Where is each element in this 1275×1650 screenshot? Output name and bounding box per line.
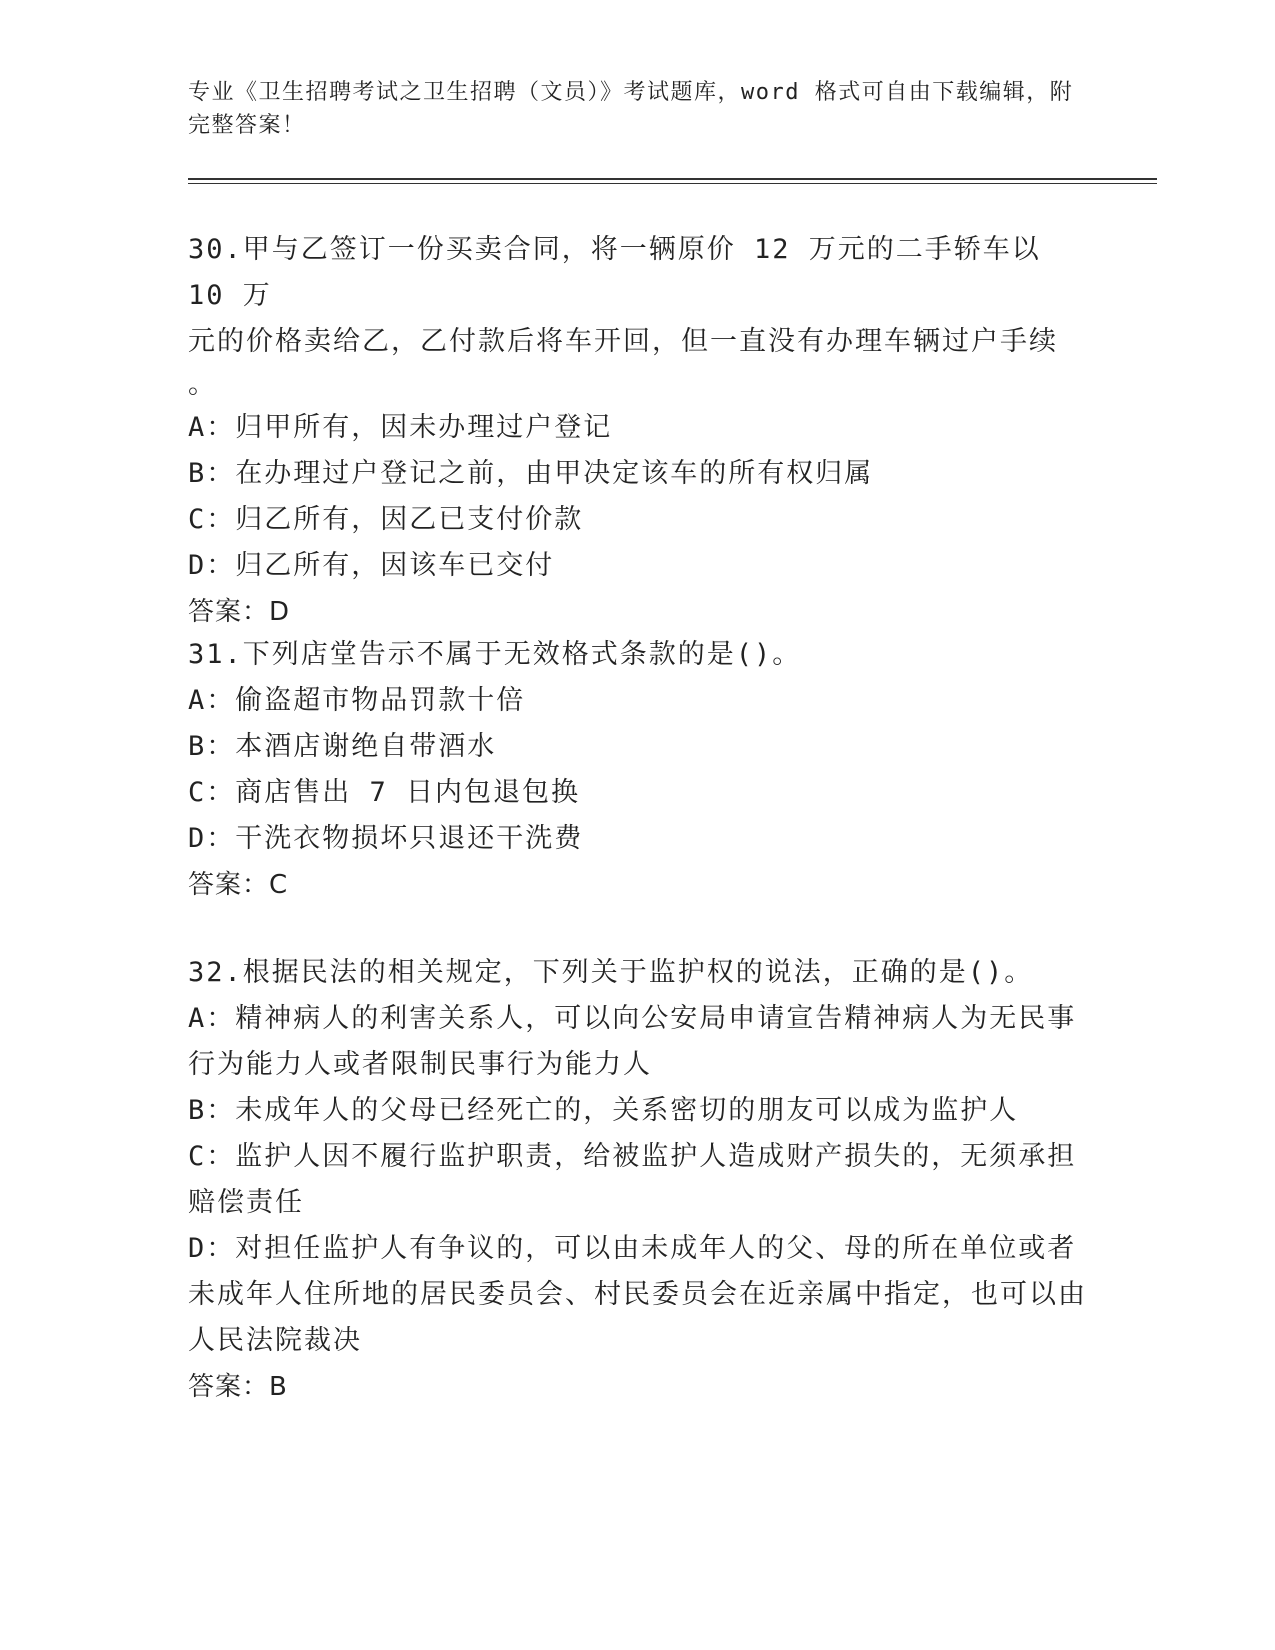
header-rule-thin [188, 183, 1157, 184]
header-rule-thick [188, 178, 1157, 180]
question-31 [188, 632, 1088, 908]
document-header: 专业《卫生招聘考试之卫生招聘（文员）》考试题库，word 格式可自由下载编辑，附完整答案！ [188, 80, 1074, 138]
question-stem-line: 31.下列店堂告示不属于无效格式条款的是()。 [188, 639, 802, 670]
option-a: A：偷盗超市物品罚款十倍 [188, 685, 526, 716]
option-d: D：干洗衣物损坏只退还干洗费 [188, 823, 584, 854]
option-a: A：归甲所有，因未办理过户登记 [188, 412, 613, 443]
option-a: A：精神病人的利害关系人，可以向公安局申请宣告精神病人为无民事行为能力人或者限制民事行为能力人 [188, 1003, 1077, 1080]
option-d: D：归乙所有，因该车已交付 [188, 550, 555, 581]
question-32 [188, 950, 1088, 1410]
question-30 [188, 227, 1088, 635]
question-stem-line: 元的价格卖给乙，乙付款后将车开回，但一直没有办理车辆过户手续 [188, 326, 1058, 357]
option-b: B：未成年人的父母已经死亡的，关系密切的朋友可以成为监护人 [188, 1095, 1019, 1126]
option-b: B：在办理过户登记之前，由甲决定该车的所有权归属 [188, 458, 874, 489]
option-c: C：归乙所有，因乙已支付价款 [188, 504, 584, 535]
option-c: C：商店售出 7 日内包退包换 [188, 777, 581, 808]
question-stem-line: 。 [188, 369, 217, 400]
option-d: D：对担任监护人有争议的，可以由未成年人的父、母的所在单位或者未成年人住所地的居民委员会、村民委员会在近亲属中指定，也可以由人民法院裁决 [188, 1233, 1087, 1356]
option-c: C：监护人因不履行监护职责，给被监护人造成财产损失的，无须承担赔偿责任 [188, 1141, 1077, 1218]
answer-label: 答案：B [188, 1372, 288, 1402]
answer-label: 答案：C [188, 870, 289, 900]
question-stem-line: 32.根据民法的相关规定，下列关于监护权的说法，正确的是()。 [188, 957, 1034, 988]
option-b: B：本酒店谢绝自带酒水 [188, 731, 497, 762]
question-stem-line: 30.甲与乙签订一份买卖合同，将一辆原价 12 万元的二手轿车以 10 万 [188, 234, 1041, 311]
answer-label: 答案：D [188, 597, 291, 627]
